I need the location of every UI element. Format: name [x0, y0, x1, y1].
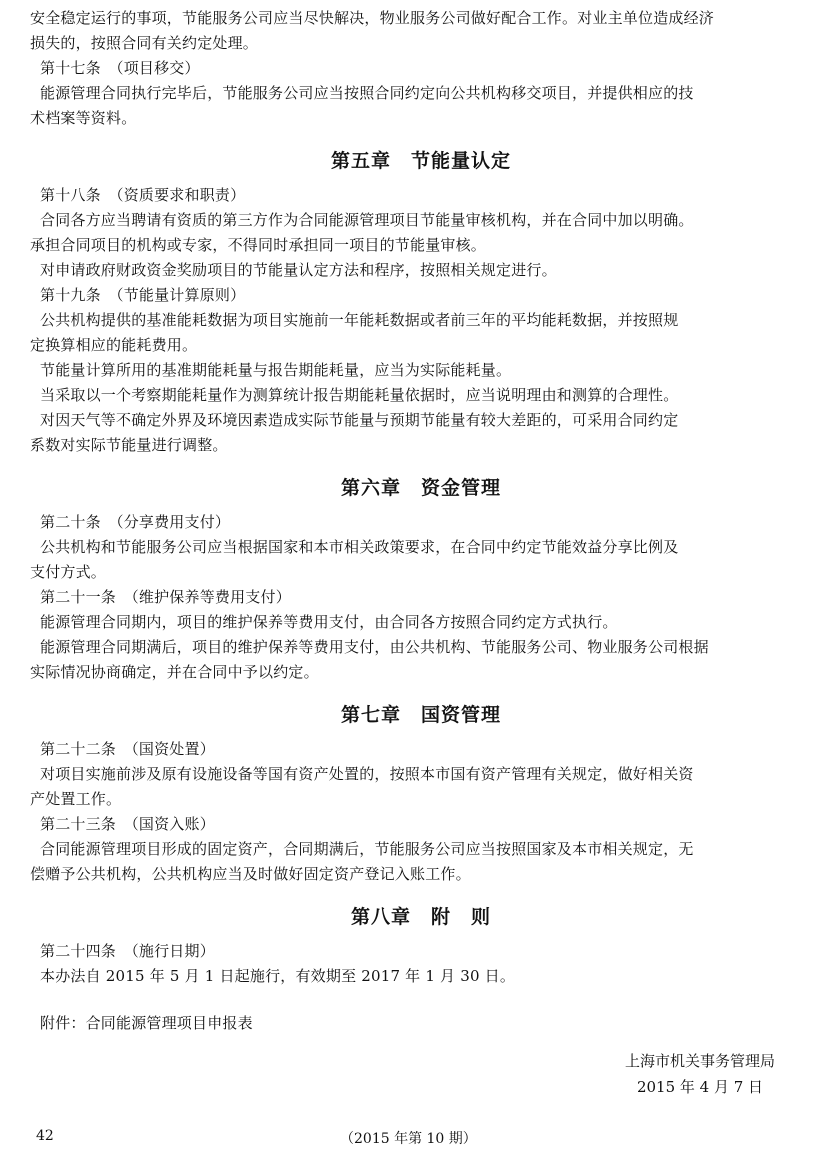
text-line: 对申请政府财政资金奖励项目的节能量认定方法和程序，按照相关规定进行。: [40, 261, 557, 279]
text-line: 公共机构和节能服务公司应当根据国家和本市相关政策要求，在合同中约定节能效益分享比例及: [40, 538, 679, 556]
text-line: 合同能源管理项目形成的固定资产，合同期满后，节能服务公司应当按照国家及本市相关规定，无: [40, 840, 694, 858]
text-line: 安全稳定运行的事项，节能服务公司应当尽快解决，物业服务公司做好配合工作。对业主单位造成经济: [30, 9, 715, 27]
text-line: 节能量计算所用的基准期能耗量与报告期能耗量，应当为实际能耗量。: [40, 361, 512, 379]
text-line: 损失的，按照合同有关约定处理。: [30, 34, 259, 52]
text-line: 定换算相应的能耗费用。: [30, 336, 198, 354]
text-line: 当采取以一个考察期能耗量作为测算统计报告期能耗量依据时，应当说明理由和测算的合理性。: [40, 386, 679, 404]
page-number: 42: [36, 1128, 54, 1144]
chapter-heading: 第六章 资金管理: [340, 477, 501, 499]
text-line: 术档案等资料。: [30, 109, 137, 127]
article-heading: 第二十四条 （施行日期）: [40, 942, 215, 960]
text-line: 偿赠予公共机构，公共机构应当及时做好固定资产登记入账工作。: [30, 865, 471, 883]
article-heading: 第二十条 （分享费用支付）: [40, 513, 231, 531]
article-heading: 第二十三条 （国资入账）: [40, 815, 215, 833]
text-line: 公共机构提供的基准能耗数据为项目实施前一年能耗数据或者前三年的平均能耗数据，并按照规: [40, 311, 679, 329]
text-line: 本办法自 2015 年 5 月 1 日起施行，有效期至 2017 年 1 月 30 日。: [40, 967, 516, 985]
article-heading: 第二十二条 （国资处置）: [40, 740, 215, 758]
text-line: 能源管理合同期内，项目的维护保养等费用支付，由合同各方按照合同约定方式执行。: [40, 613, 618, 631]
chapter-heading: 第八章 附 则: [350, 906, 491, 928]
article-heading: 第二十一条 （维护保养等费用支付）: [40, 588, 291, 606]
text-line: 系数对实际节能量进行调整。: [30, 436, 228, 454]
issuing-organization: 上海市机关事务管理局: [624, 1052, 775, 1070]
signature-block: [625, 1048, 775, 1100]
text-line: 产处置工作。: [30, 790, 122, 808]
issue-label: （2015 年第 10 期）: [340, 1131, 477, 1147]
text-line: 能源管理合同执行完毕后，节能服务公司应当按照合同约定向公共机构移交项目，并提供相应的技: [40, 84, 694, 102]
text-line: 对项目实施前涉及原有设施设备等国有资产处置的，按照本市国有资产管理有关规定，做好相关资: [40, 765, 694, 783]
chapter-heading: 第五章 节能量认定: [330, 150, 511, 172]
article-heading: 第十九条 （节能量计算原则）: [40, 286, 246, 304]
attachment-note: 附件：合同能源管理项目申报表: [40, 1014, 253, 1032]
spacer: [30, 989, 812, 1011]
document-body: [30, 0, 812, 1036]
text-line: 对因天气等不确定外界及环境因素造成实际节能量与预期节能量有较大差距的，可采用合同约定: [40, 411, 679, 429]
issue-date: 2015 年 4 月 7 日: [636, 1078, 764, 1096]
text-line: 能源管理合同期满后，项目的维护保养等费用支付，由公共机构、节能服务公司、物业服务公司根据: [40, 638, 709, 656]
text-line: 实际情况协商确定，并在合同中予以约定。: [30, 663, 319, 681]
text-line: 支付方式。: [30, 563, 107, 581]
text-line: 合同各方应当聘请有资质的第三方作为合同能源管理项目节能量审核机构，并在合同中加以明确。: [40, 211, 694, 229]
article-heading: 第十八条 （资质要求和职责）: [40, 186, 246, 204]
article-heading: 第十七条 （项目移交）: [40, 59, 200, 77]
text-line: 承担合同项目的机构或专家，不得同时承担同一项目的节能量审核。: [30, 236, 487, 254]
chapter-heading: 第七章 国资管理: [340, 704, 501, 726]
